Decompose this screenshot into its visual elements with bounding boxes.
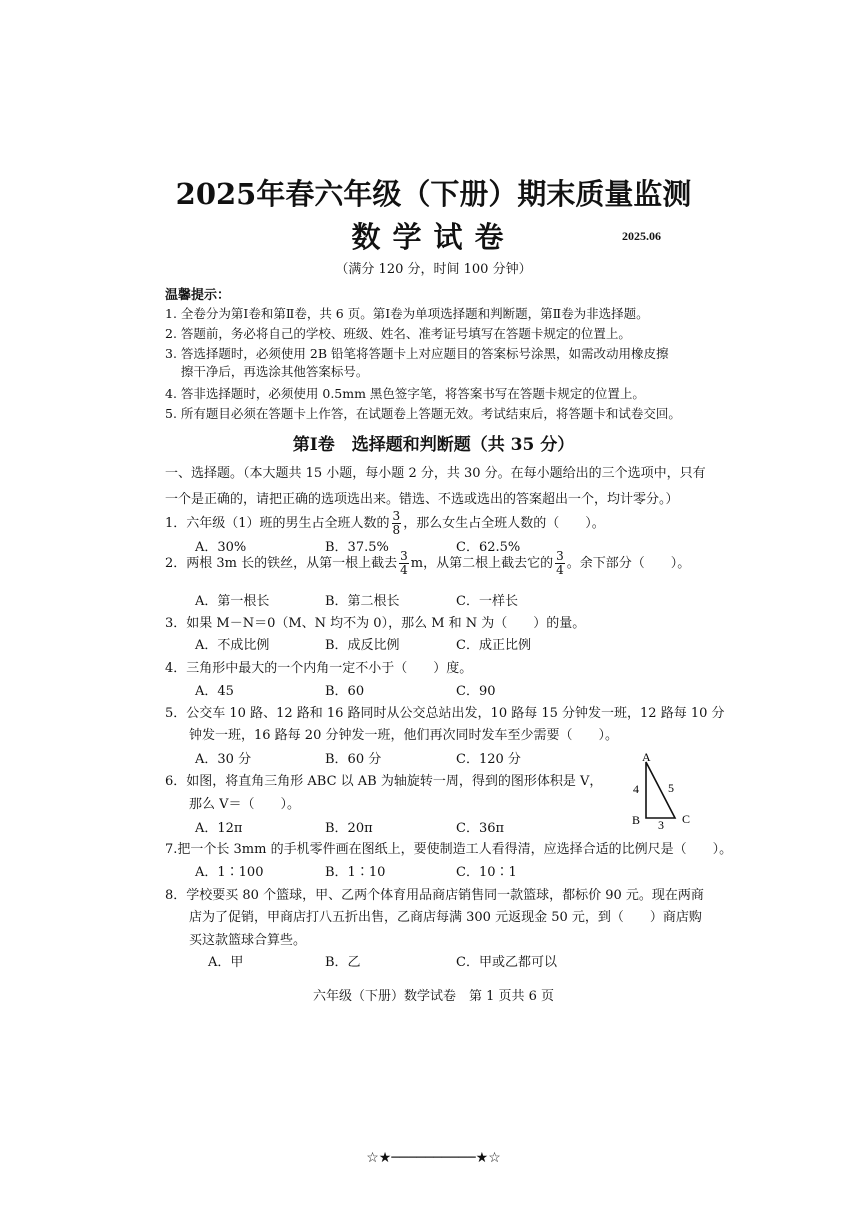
question-7: 7.把一个长 3mm 的手机零件画在图纸上，要使制造工人看得清，应选择合适的比例尺是（ ）。: [165, 842, 733, 857]
side-bc-label: 3: [658, 818, 664, 832]
question-1: [165, 510, 605, 537]
section-intro: 一、选择题。（本大题共 15 小题，每小题 2 分，共 30 分。在每小题给出的三个选项中，只有: [165, 466, 706, 481]
question-4: 4．三角形中最大的一个内角一定不小于（ ）度。: [165, 661, 473, 676]
question-5: 5．公交车 10 路、12 路和 16 路同时从公交总站出发，10 路每 15 分钟发一班，12 路每 10 分: [165, 706, 725, 721]
question-text: m，从第二根上截去它的: [410, 556, 554, 571]
side-ab-label: 4: [633, 782, 639, 796]
side-ac-label: 5: [668, 781, 674, 795]
vertex-a-label: A: [642, 752, 651, 764]
denominator: 4: [400, 563, 408, 577]
exam-date: 2025.06: [622, 229, 661, 243]
question-8-cont: 店为了促销，甲商店打八五折出售，乙商店每满 300 元返现金 50 元，到（ ）商店购: [189, 910, 702, 925]
question-8-cont: 买这款篮球合算些。: [189, 933, 307, 948]
exam-subtitle: （满分 120 分，时间 100 分钟）: [335, 262, 532, 277]
hint-item: 5. 所有题目必须在答题卡上作答，在试题卷上答题无效。考试结束后，将答题卡和试卷交回。: [165, 406, 681, 421]
hint-item: 3. 答选择题时，必须使用 2B 铅笔将答题卡上对应题目的答案标号涂黑，如需改动用橡皮擦: [165, 346, 669, 361]
option-a[interactable]: A．第一根长: [195, 594, 270, 609]
option-a[interactable]: A．45: [195, 684, 234, 699]
vertex-b-label: B: [632, 813, 641, 827]
option-c[interactable]: C．一样长: [456, 594, 518, 609]
option-c[interactable]: C．成正比例: [456, 638, 531, 653]
numerator: 3: [400, 549, 408, 563]
question-8: 8．学校要买 80 个篮球，甲、乙两个体育用品商店销售同一款篮球，都标价 90 元。现在两商: [165, 888, 704, 903]
option-b[interactable]: B．1∶10: [325, 865, 386, 880]
numerator: 3: [556, 549, 564, 563]
option-b[interactable]: B．60 分: [325, 752, 382, 767]
denominator: 4: [556, 563, 564, 577]
question-5-cont: 钟发一班，16 路每 20 分钟发一班，他们再次同时发车至少需要（ ）。: [189, 728, 618, 743]
option-b[interactable]: B．60: [325, 684, 365, 699]
option-b[interactable]: B．第二根长: [325, 594, 400, 609]
question-6: 6．如图，将直角三角形 ABC 以 AB 为轴旋转一周，得到的图形体积是 V，: [165, 774, 603, 789]
question-text: 1．六年级（1）班的男生占全班人数的: [165, 516, 390, 531]
question-text: ，那么女生占全班人数的（ ）。: [403, 516, 605, 531]
denominator: 8: [392, 523, 401, 537]
hint-item: 1. 全卷分为第Ⅰ卷和第Ⅱ卷，共 6 页。第Ⅰ卷为单项选择题和判断题，第Ⅱ卷为非选择题。: [165, 306, 649, 321]
option-b[interactable]: B．20π: [325, 821, 373, 836]
option-c[interactable]: C．甲或乙都可以: [456, 955, 557, 970]
option-a[interactable]: A．12π: [195, 821, 243, 836]
question-text: 。余下部分（ ）。: [566, 556, 691, 571]
question-text: 2．两根 3m 长的铁丝，从第一根上截去: [165, 556, 398, 571]
page-footer: 六年级（下册）数学试卷 第 1 页共 6 页: [312, 989, 555, 1004]
option-c[interactable]: C．10∶1: [456, 865, 517, 880]
option-b[interactable]: B．乙: [325, 955, 361, 970]
hint-item: 2. 答题前，务必将自己的学校、班级、姓名、准考证号填写在答题卡规定的位置上。: [165, 326, 631, 341]
question-3: 3．如果 M－N＝0（M、N 均不为 0），那么 M 和 N 为（ ）的量。: [165, 616, 586, 631]
option-c[interactable]: C．36π: [456, 821, 505, 836]
section-title: 第Ⅰ卷 选择题和判断题（共 35 分）: [292, 435, 575, 455]
fraction: [399, 550, 409, 577]
exam-subject-title: 数学试卷: [351, 220, 516, 254]
fraction: [392, 510, 402, 537]
option-b[interactable]: B．37.5%: [325, 540, 389, 555]
question-2: [165, 550, 690, 577]
section-intro: 一个是正确的，请把正确的选项选出来。错选、不选或选出的答案超出一个，均计零分。）: [165, 492, 679, 507]
fraction: [555, 550, 565, 577]
hint-item: 擦干净后，再选涂其他答案标号。: [165, 364, 369, 379]
hint-item: 4. 答非选择题时，必须使用 0.5mm 黑色签字笔，将答案书写在答题卡规定的位置上。: [165, 386, 645, 401]
option-a[interactable]: A．不成比例: [195, 638, 270, 653]
numerator: 3: [392, 509, 401, 523]
decorative-stars-divider: ☆★──────────★☆: [366, 1150, 501, 1166]
vertex-c-label: C: [682, 812, 691, 826]
exam-title: 2025年春六年级（下册）期末质量监测: [175, 177, 692, 211]
option-c[interactable]: C．90: [456, 684, 496, 699]
option-a[interactable]: A．1∶100: [195, 865, 264, 880]
option-c[interactable]: C．62.5%: [456, 540, 521, 555]
option-c[interactable]: C．120 分: [456, 752, 521, 767]
question-6-cont: 那么 V＝（ ）。: [189, 797, 301, 812]
option-a[interactable]: A．30%: [195, 540, 247, 555]
option-b[interactable]: B．成反比例: [325, 638, 400, 653]
hints-heading: 温馨提示：: [165, 288, 231, 303]
option-a[interactable]: A．30 分: [195, 752, 252, 767]
option-a[interactable]: A．甲: [208, 955, 244, 970]
right-triangle-figure: [628, 752, 718, 832]
